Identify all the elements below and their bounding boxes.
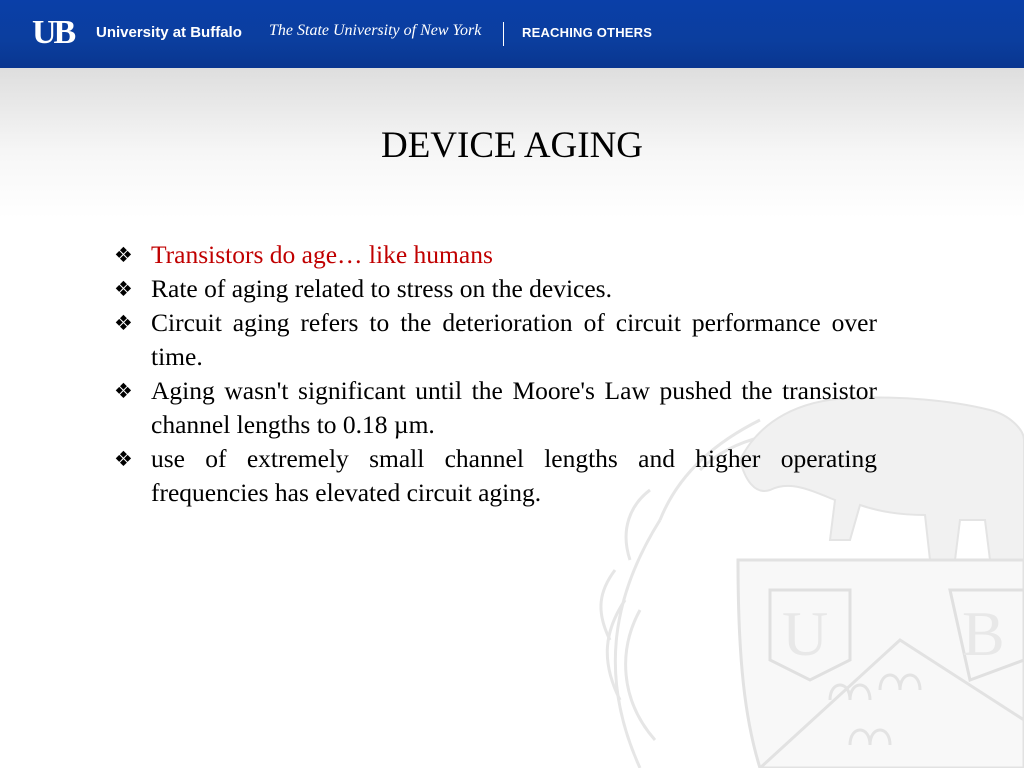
- diamond-bullet-icon: ❖: [114, 277, 133, 301]
- ub-logo: UB: [32, 14, 74, 51]
- bullet-text: Transistors do age… like humans: [151, 240, 493, 269]
- diamond-bullet-icon: ❖: [114, 311, 133, 335]
- diamond-bullet-icon: ❖: [114, 447, 133, 471]
- suny-text: The State University of New York: [269, 22, 482, 39]
- tagline: REACHING OTHERS: [522, 25, 653, 40]
- bullet-text: Aging wasn't significant until the Moore's Law pushed the transistor channel lengths to 0.18 µm.: [151, 376, 877, 439]
- bullet-item: [114, 272, 877, 306]
- university-name: University at Buffalo: [96, 24, 242, 41]
- bullet-text: use of extremely small channel lengths and higher operating frequencies has elevated circuit aging.: [151, 444, 877, 507]
- bullet-item: [114, 442, 877, 510]
- bullet-item: [114, 306, 877, 374]
- bullet-list: [114, 238, 877, 510]
- svg-text:U: U: [782, 598, 829, 669]
- bullet-text: Rate of aging related to stress on the devices.: [151, 274, 612, 303]
- bullet-item: [114, 374, 877, 442]
- bullet-item: [114, 238, 877, 272]
- diamond-bullet-icon: ❖: [114, 379, 133, 403]
- svg-text:B: B: [962, 598, 1005, 669]
- bullet-text: Circuit aging refers to the deterioration of circuit performance over time.: [151, 308, 877, 371]
- slide-title: DEVICE AGING: [380, 125, 644, 166]
- diamond-bullet-icon: ❖: [114, 243, 133, 267]
